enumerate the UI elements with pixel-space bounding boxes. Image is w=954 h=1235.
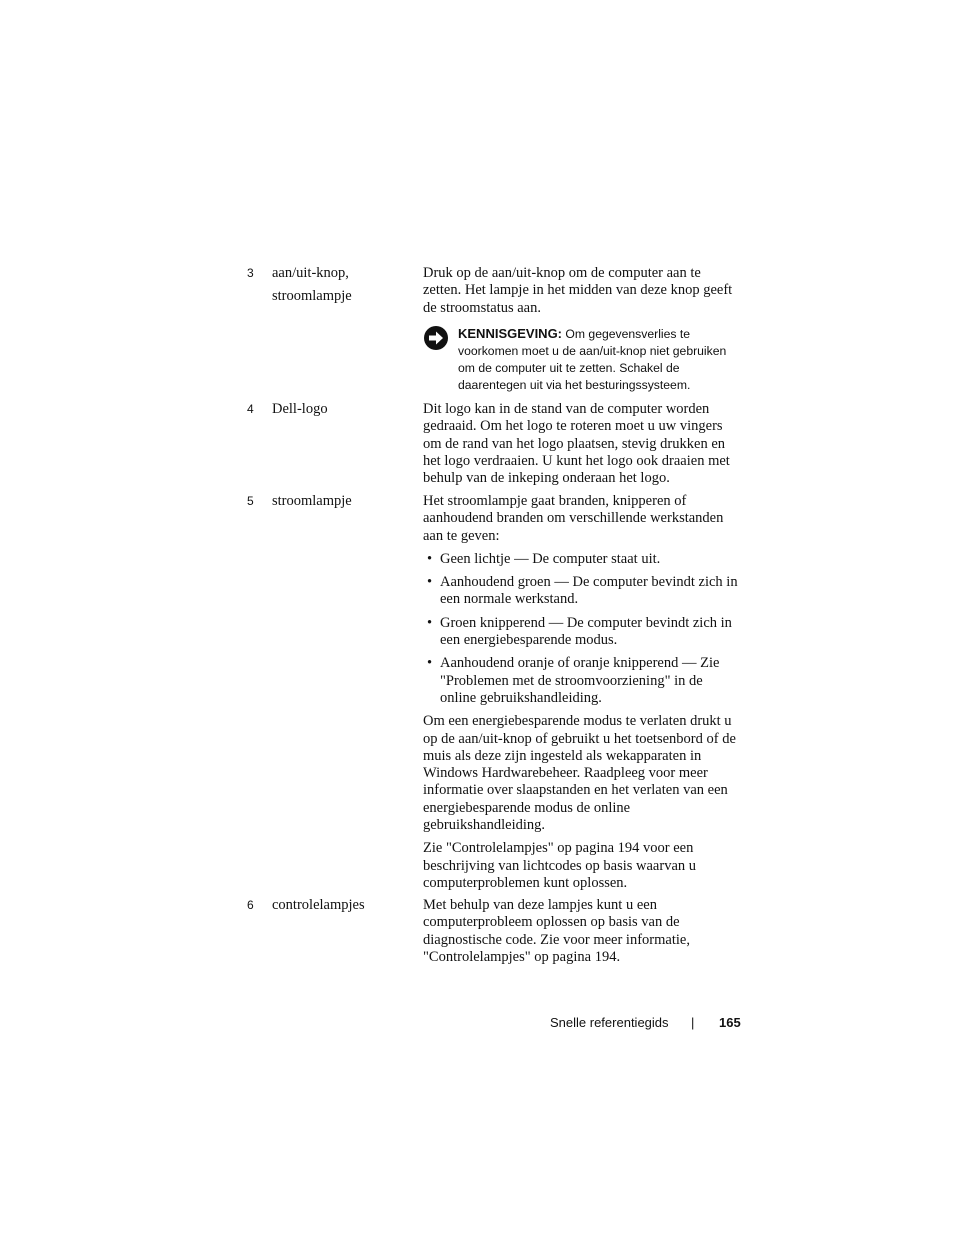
list-item-text: Groen knipperend — De computer bevindt zich in een energiebesparende modus.: [440, 614, 732, 649]
description-paragraph: Met behulp van deze lampjes kunt u een computerprobleem oplossen op basis van de diagnostische code. Zie voor meer informatie, "Controlelampjes" op pagina 194.: [423, 897, 690, 965]
row-label-line: aan/uit-knop,: [272, 265, 349, 281]
row-number: 6: [247, 898, 254, 912]
footer-title: Snelle referentiegids: [550, 1015, 669, 1030]
notice-text: [458, 325, 743, 394]
description-paragraph: Zie "Controlelampjes" op pagina 194 voor een beschrijving van lichtcodes op basis waarvan u computerproblemen kunt oplossen.: [423, 840, 697, 891]
bullet-icon: •: [427, 574, 433, 591]
notice-body: Om gegevensverlies te voorkomen moet u de aan/uit-knop niet gebruiken om de computer uit te zetten. Schakel de daarentegen uit via het besturingssysteem.: [458, 327, 727, 392]
list-item: [423, 615, 739, 650]
footer-separator: |: [691, 1015, 695, 1030]
list-item-text: Aanhoudend oranje of oranje knipperend — Zie "Problemen met de stroomvoorziening" in de online gebruikshandleiding.: [440, 655, 720, 706]
notice-arrow-icon: [423, 325, 449, 351]
list-item: [423, 574, 739, 609]
row-label: stroomlampje: [272, 493, 352, 509]
list-item-text: Geen lichtje — De computer staat uit.: [440, 550, 661, 567]
row-number: 3: [247, 266, 254, 280]
status-list: [423, 551, 739, 707]
list-item: [423, 551, 739, 568]
list-item: [423, 655, 739, 707]
list-item-text: Aanhoudend groen — De computer bevindt zich in een normale werkstand.: [440, 574, 738, 608]
row-label: controlelampjes: [272, 897, 365, 913]
notice-title: KENNISGEVING:: [458, 326, 563, 341]
bullet-icon: •: [427, 550, 433, 567]
row-description: [423, 493, 739, 892]
row-label-line: stroomlampje: [272, 288, 352, 305]
row-description: [423, 401, 739, 487]
row-number: 5: [247, 494, 254, 508]
description-paragraph: Het stroomlampje gaat branden, knipperen of aanhoudend branden om verschillende werkstanden aan te geven:: [423, 493, 724, 544]
row-description: [423, 897, 739, 966]
description-paragraph: Druk op de aan/uit-knop om de computer aan te zetten. Het lampje in het midden van deze knop geeft de stroomstatus aan.: [423, 265, 733, 316]
row-description: [423, 265, 739, 317]
bullet-icon: •: [427, 614, 433, 631]
row-label: Dell-logo: [272, 401, 328, 417]
description-paragraph: Om een energiebesparende modus te verlaten drukt u op de aan/uit-knop of gebruikt u het toetsenbord of de muis als deze zijn ingesteld als wekapparaten in Windows Hardwarebeheer. Raadpleeg voor meer informatie over slaapstanden en het verlaten van een energiebesparende modus de online gebruikshandleiding.: [423, 713, 736, 834]
row-label: [272, 265, 412, 306]
page-number: 165: [719, 1015, 741, 1030]
description-paragraph: Dit logo kan in de stand van de computer worden gedraaid. Om het logo te roteren moet u uw vingers om de rand van het logo plaatsen, stevig drukken en het logo verdraaien. U kunt het logo ook draaien met behulp van de inkeping onderaan het logo.: [423, 401, 730, 487]
row-number: 4: [247, 402, 254, 416]
bullet-icon: •: [427, 655, 433, 672]
